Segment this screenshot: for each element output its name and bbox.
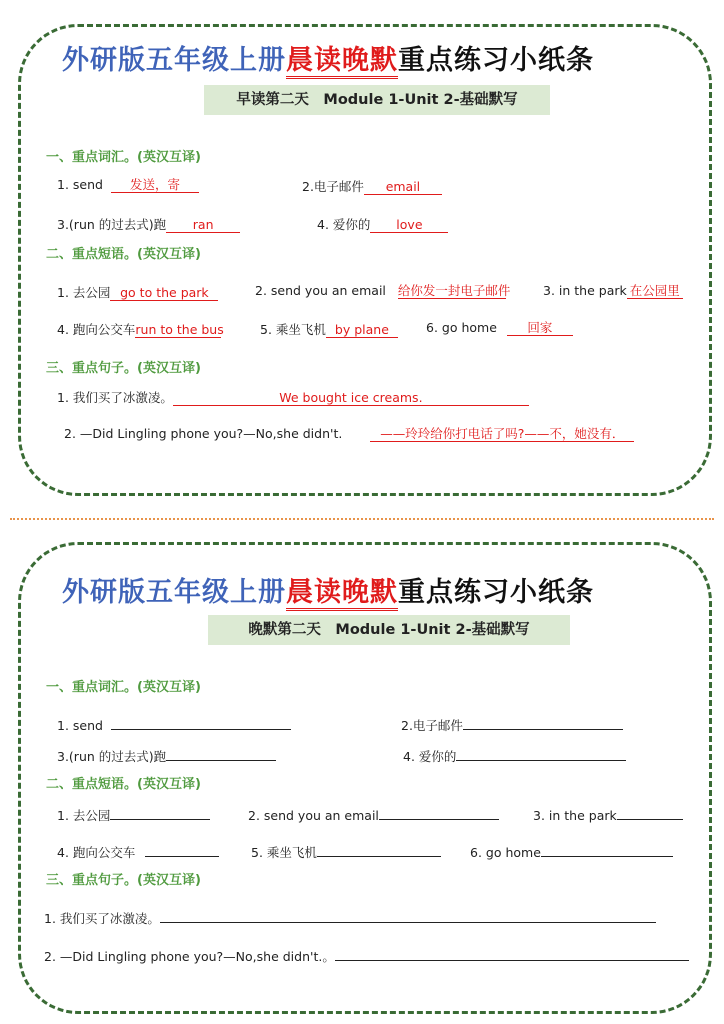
phrase-item-2 [248, 805, 499, 823]
phrase-3-blank[interactable] [617, 805, 683, 820]
phrase-3-answer: 在公园里 [627, 283, 683, 299]
phrase-6-question: 6. go home [426, 320, 497, 335]
sentence-2-question: 2. —Did Lingling phone you?—No,she didn't.。 [44, 949, 335, 964]
phrase-item-1 [57, 805, 210, 824]
page-divider [10, 518, 714, 520]
vocab-item-3 [57, 746, 276, 765]
vocab-1-blank[interactable] [111, 715, 291, 730]
phrase-6-question: 6. go home [470, 845, 541, 860]
title-part-2: 晨读晚默 [286, 45, 398, 79]
phrase-item-5 [260, 320, 398, 338]
phrase-5-question: 5. 乘坐飞机 [251, 845, 317, 860]
page-title-repeat [62, 570, 594, 609]
phrase-item-3 [533, 805, 683, 823]
title-part-1: 外研版五年级上册 [62, 577, 286, 608]
section-vocab-heading: 一、重点词汇。(英汉互译) [46, 150, 201, 165]
phrase-6-blank[interactable] [541, 842, 673, 857]
phrase-4-answer: run to the bus [135, 322, 224, 337]
sentence-1-blank[interactable] [160, 908, 656, 923]
phrase-2-answer: 给你发一封电子邮件 [397, 283, 511, 298]
phrase-item-6 [470, 842, 673, 860]
vocab-3-question: 3.(run 的过去式)跑 [57, 217, 167, 232]
vocab-item-1 [57, 177, 199, 193]
section-vocab-heading: 一、重点词汇。(英汉互译) [46, 680, 201, 695]
sentence-item-1 [44, 908, 656, 927]
phrase-item-4 [57, 842, 219, 861]
sentence-item-2 [44, 946, 689, 965]
vocab-item-2 [302, 177, 442, 195]
phrase-1-answer: go to the park [110, 285, 218, 301]
vocab-4-question: 4. 爱你的 [403, 749, 457, 764]
phrase-2-question: 2. send you an email [248, 808, 379, 823]
sentence-1-question: 1. 我们买了冰激凌。 [44, 911, 160, 926]
sentence-item-2 [64, 426, 634, 442]
phrase-item-5 [251, 842, 441, 861]
sentence-2-question: 2. —Did Lingling phone you?—No,she didn't. [64, 426, 343, 441]
vocab-2-question: 2.电子邮件 [401, 718, 463, 733]
vocab-item-2 [401, 715, 623, 734]
vocab-2-answer: email [364, 179, 442, 195]
title-part-1: 外研版五年级上册 [62, 45, 286, 76]
phrase-5-question: 5. 乘坐飞机 [260, 322, 326, 337]
phrase-5-blank[interactable] [317, 842, 441, 857]
title-part-2: 晨读晚默 [286, 577, 398, 611]
sentence-item-1 [57, 388, 529, 406]
phrase-2-blank[interactable] [379, 805, 499, 820]
phrase-4-blank[interactable] [145, 842, 219, 857]
phrase-4-question: 4. 跑向公交车 [57, 845, 136, 860]
phrase-1-question: 1. 去公园 [57, 808, 111, 823]
vocab-1-question: 1. send [57, 718, 103, 733]
phrase-1-question: 1. 去公园 [57, 285, 111, 300]
vocab-item-1 [57, 715, 291, 733]
vocab-3-answer: ran [166, 217, 240, 233]
vocab-2-blank[interactable] [463, 715, 623, 730]
vocab-4-question: 4. 爱你的 [317, 217, 371, 232]
section-phrase-heading: 二、重点短语。(英汉互译) [46, 777, 201, 792]
phrase-5-answer: by plane [326, 322, 398, 338]
vocab-item-3 [57, 215, 240, 233]
vocab-4-answer: love [370, 217, 448, 233]
vocab-item-4 [403, 746, 626, 765]
evening-banner: 晚默第二天 Module 1-Unit 2-基础默写 [208, 615, 570, 645]
vocab-4-blank[interactable] [456, 746, 626, 761]
phrase-item-1 [57, 283, 218, 301]
vocab-3-question: 3.(run 的过去式)跑 [57, 749, 167, 764]
section-phrase-heading: 二、重点短语。(英汉互译) [46, 247, 201, 262]
phrase-6-answer: 回家 [507, 320, 573, 336]
phrase-4-question: 4. 跑向公交车 [57, 322, 136, 337]
phrase-3-question: 3. in the park [543, 283, 627, 298]
vocab-1-answer: 发送，寄 [111, 177, 199, 193]
phrase-item-6 [426, 320, 573, 336]
page-title [62, 38, 594, 77]
vocab-2-question: 2.电子邮件 [302, 179, 364, 194]
sentence-2-answer: ——玲玲给你打电话了吗?——不，她没有． [370, 426, 634, 442]
phrase-3-question: 3. in the park [533, 808, 617, 823]
title-part-3: 重点练习小纸条 [398, 577, 594, 608]
section-sentence-heading: 三、重点句子。(英汉互译) [46, 361, 201, 376]
phrase-item-4 [57, 320, 224, 338]
phrase-item-3 [543, 283, 683, 299]
sentence-1-answer: We bought ice creams. [173, 390, 529, 406]
vocab-item-4 [317, 215, 448, 233]
title-part-3: 重点练习小纸条 [398, 45, 594, 76]
phrase-2-question: 2. send you an email [255, 283, 386, 298]
sentence-1-question: 1. 我们买了冰激凌。 [57, 390, 173, 405]
sentence-2-blank[interactable] [335, 946, 689, 961]
phrase-item-2 [255, 283, 511, 299]
vocab-1-question: 1. send [57, 177, 103, 192]
phrase-1-blank[interactable] [110, 805, 210, 820]
morning-banner: 早读第二天 Module 1-Unit 2-基础默写 [204, 85, 550, 115]
section-sentence-heading: 三、重点句子。(英汉互译) [46, 873, 201, 888]
vocab-3-blank[interactable] [166, 746, 276, 761]
